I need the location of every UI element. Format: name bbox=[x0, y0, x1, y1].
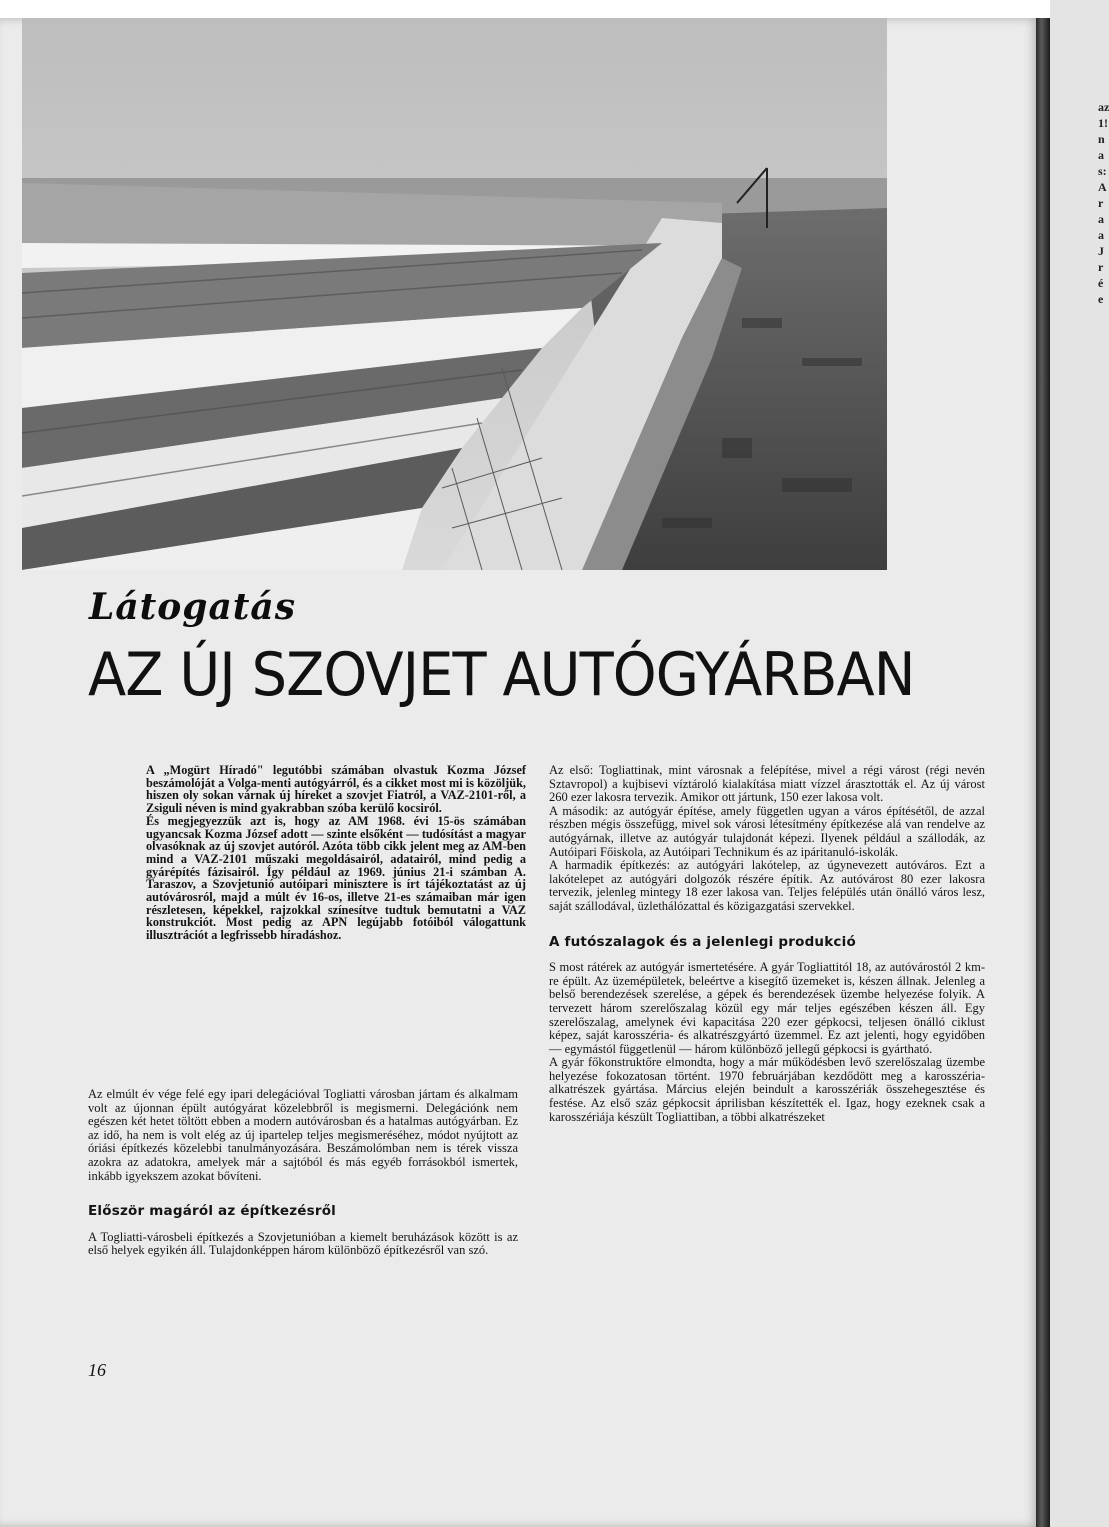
lead-paragraph: A „Mogürt Híradó" legutóbbi számában olvastuk Kozma József beszámolóját a Volga-menti autógyárról, és a cikket most mi is közöljük, hiszen oly sokan várnak új híreket a szovjet Fiatról, a VAZ-2101-ről, a Zsiguli néven is mind gyakrabban szóba kerülő kocsiról. bbox=[146, 763, 526, 816]
page-number: 16 bbox=[88, 1360, 106, 1380]
next-page-text-fragment: s: bbox=[1098, 164, 1107, 178]
section-subheading: A futószalagok és a jelenlegi produkció bbox=[549, 933, 856, 950]
next-page-text-fragment: r bbox=[1098, 260, 1104, 274]
body-paragraph: S most rátérek az autógyár ismertetésére. A gyár Togliattitól 18, az autóvárostól 2 km-re épült. Az üzemépületek, beleértve a kisegítő üzemeket is, készen állnak. Jelenleg a belső berendezések szerelése, a gépek és berendezések üzembe helyezése folyik. A tervezett három szerelőszalag közül egy már teljes egészében készen áll. Egy szerelőszalag, amelynek évi kapacitása 220 ezer gépkocsi, teljesen önálló ciklust képez, saját karosszéria- és alkatrészgyártó üzemmel. Ez azt jelenti, hogy egyidőben — egymástól függetlenül — három különböző jellegű gépkocsi is gyártható. bbox=[549, 960, 985, 1056]
article-column-left bbox=[88, 1088, 518, 1258]
body-paragraph: A Togliatti-városbeli építkezés a Szovjetunióban a kiemelt beruházások között is az első helyek egyikén áll. Tulajdonképpen három különböző építkezésről van szó. bbox=[88, 1229, 518, 1258]
body-paragraph: Az első: Togliattinak, mint városnak a felépítése, mivel a régi várost (régi nevén Sztavropol) a kujbisevi víztároló kialakítása miatt vízzel árasztották el. Az új várost 260 ezer lakosra tervezik. Amikor ott jártunk, 150 ezer lakosa volt. bbox=[549, 763, 985, 805]
next-page-text-fragment: 1! bbox=[1098, 116, 1108, 130]
next-page-text-fragment: r bbox=[1098, 196, 1104, 210]
next-page-text-fragment: a bbox=[1098, 148, 1104, 162]
factory-photo bbox=[22, 18, 887, 570]
article-column-right bbox=[549, 764, 985, 1124]
body-paragraph: A gyár főkonstruktőre elmondta, hogy a már működésben levő szerelőszalag üzembe helyezése fokozatosan történt. 1970 februárjában kezdődött meg a karosszéria-alkatrészek gyártása. Március elején beindult a karosszériák összehegesztése és festése. Az első száz gépkocsit áprilisban készítették el. Igaz, hogy ezeknek csak a karosszériája készült Togliattiban, a többi alkatrészeket bbox=[549, 1055, 985, 1124]
article-headline: AZ ÚJ SZOVJET AUTÓGYÁRBAN bbox=[88, 640, 915, 710]
body-paragraph: Az elmúlt év vége felé egy ipari delegációval Togliatti városban jártam és alkalmam volt az újonnan épült autógyárat közelebbről is megismerni. Delegációnk nem egészen két hetet töltött ebben a modern autóvárosban és a hatalmas autógyárban. Ez az idő, ha nem is volt elég az új ipartelep teljes megismeréséhez, módot nyújtott az óriási építkezés közelebbi tanulmányozására. Beszámolómban nem is térek vissza azokra az adatokra, amelyek már a sajtóból és más egyéb forrásokból ismertek, inkább igyekszem azokat bővíteni. bbox=[88, 1087, 518, 1183]
article-lead bbox=[146, 764, 526, 942]
lead-paragraph: És megjegyezzük azt is, hogy az AM 1968. évi 15-ös számában ugyancsak Kozma József adott — szinte elsőként — tudósítást a magyar olvasóknak az új szovjet autóról. Azóta több cikk jelent meg az AM-ben mind a VAZ-2101 műszaki megoldásairól, adatairól, mind pedig a gyárépítés fázisairól. Így például az 1969. június 21-i számban A. Taraszov, a Szovjetunió autóipari minisztere is írt tájékoztatást az új autóvárosról, majd a múlt év 16-os, illetve 21-es számaiban már igen részletesen, képekkel, rajzokkal színesítve tudtuk bemutatni a VAZ konstrukciót. Most pedig az APN legújabb fotóiból válogattunk illusztrációt a legfrissebb híradáshoz. bbox=[146, 813, 526, 943]
next-page-text-fragment: n bbox=[1098, 132, 1105, 146]
body-paragraph: A második: az autógyár építése, amely független ugyan a város építésétől, de azzal részben mégis összefügg, mivel sok városi létesítmény építkezése alá van rendelve az autógyárnak, illetve az autógyár tulajdonát képezi. Ilyenek például a szállodák, az Autóipari Főiskola, az Autóipari Technikum és az ipáritanuló-iskolák. bbox=[549, 803, 985, 859]
next-page-text-fragment: é bbox=[1098, 276, 1104, 290]
next-page-text-fragment: A bbox=[1098, 180, 1107, 194]
next-page-text-fragment: J bbox=[1098, 244, 1104, 258]
kicker-title: Látogatás bbox=[89, 586, 296, 628]
next-page-text-fragment: a bbox=[1098, 212, 1104, 226]
body-paragraph: A harmadik építkezés: az autógyári lakótelep, az úgynevezett autóváros. Ezt a lakótelepet az autógyári dolgozók részére építik. Az autóvárost 80 ezer lakosra tervezik, jelenleg mintegy 18 ezer lakosa van. Teljes felépülés után önálló város lesz, saját szállodával, üzlethálózattal és közigazgatási szervekkel. bbox=[549, 858, 985, 913]
next-page-text-fragment: az bbox=[1098, 100, 1109, 114]
page-gutter bbox=[1036, 18, 1050, 1527]
section-subheading: Először magáról az építkezésről bbox=[88, 1203, 337, 1220]
next-page-text-fragment: a bbox=[1098, 228, 1104, 242]
next-page-edge bbox=[1050, 0, 1109, 1527]
next-page-text-fragment: e bbox=[1098, 292, 1104, 306]
